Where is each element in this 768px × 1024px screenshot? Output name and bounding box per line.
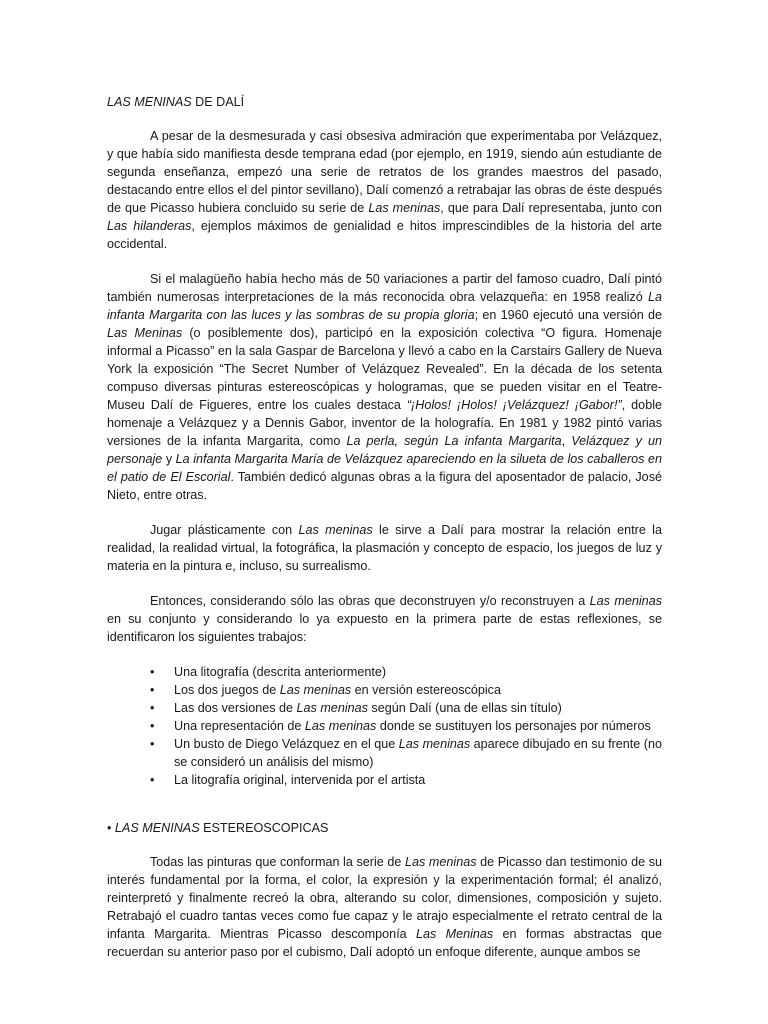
italic-text: La perla, según La infanta Margarita <box>346 434 562 448</box>
italic-text: Las meninas <box>398 737 471 751</box>
works-list <box>107 663 662 789</box>
text-run: Jugar plásticamente con <box>150 523 299 537</box>
italic-text: Las meninas <box>589 594 662 608</box>
text-run: . También dedicó algunas obras a la figura del aposentador de palacio, José Nieto, entre otras. <box>107 470 662 502</box>
document-page <box>107 93 662 961</box>
title-italic: LAS MENINAS <box>107 95 192 109</box>
text-run: , ejemplos máximos de genialidad e hitos imprescindibles de la historia del arte occidental. <box>107 219 662 251</box>
list-item <box>150 699 662 717</box>
text-run: Una litografía (descrita anteriormente) <box>174 665 387 679</box>
body-paragraphs <box>107 127 662 646</box>
text-run: , que para Dalí representaba, junto con <box>440 201 663 215</box>
text-run: en su conjunto y considerando lo ya expuesto en la primera parte de estas reflexiones, se identificaron los siguientes trabajos: <box>107 612 662 644</box>
text-run: (o posiblemente dos), participó en la exposición colectiva “O figura. Homenaje informal a Picasso” en la sala Gaspar de Barcelona y llevó a cabo en la Carstairs Gallery de Nueva York la exposición “The Secret Number of Velázquez Revealed”. En la década de los setenta compuso diversas pinturas estereoscópicas y hologramas, que se pueden visitar en el Teatre-Museu Dalí de Figueres, entre los cuales destaca <box>107 326 663 412</box>
text-run: aparece dibujado en su frente (no se consideró un análisis del mismo) <box>174 737 663 769</box>
text-run: , doble homenaje a Velázquez y a Dennis Gabor, inventor de la holografía. En 1981 y 1982 pintó varias versiones de la infanta Margarita, como <box>107 398 662 448</box>
list-item <box>150 771 662 789</box>
paragraph <box>107 592 662 646</box>
italic-text: Las meninas <box>368 201 441 215</box>
text-run: en formas abstractas que recuerdan su anterior paso por el cubismo, Dalí adoptó un enfoque diferente, aunque ambos se <box>107 927 663 959</box>
text-run: La litografía original, intervenida por el artista <box>174 773 426 787</box>
text-run: Los dos juegos de <box>174 683 280 697</box>
italic-text: Las Meninas <box>416 927 494 941</box>
text-run: Todas las pinturas que conforman la serie de <box>150 855 405 869</box>
text-run: Un busto de Diego Velázquez en el que <box>174 737 399 751</box>
list-item <box>150 681 662 699</box>
bullet-icon: • <box>150 701 155 715</box>
section-bullet: • <box>107 821 115 835</box>
bullet-icon: • <box>150 719 155 733</box>
list-item <box>150 663 662 681</box>
text-run: en versión estereoscópica <box>351 683 501 697</box>
italic-text: Las meninas <box>298 523 373 537</box>
document-title <box>107 93 662 111</box>
italic-text: “¡Holos! ¡Holos! ¡Velázquez! ¡Gabor!” <box>406 398 622 412</box>
list-item <box>150 735 662 771</box>
bullet-icon: • <box>150 683 155 697</box>
text-run: , <box>561 434 572 448</box>
text-run: Si el malagüeño había hecho más de 50 variaciones a partir del famoso cuadro, Dalí pintó también numerosas interpretaciones de la más reconocida obra velazqueña: en 1958 realizó <box>107 272 662 304</box>
list-item <box>150 717 662 735</box>
section-heading <box>107 819 662 837</box>
bullet-icon: • <box>150 665 155 679</box>
final-paragraph <box>107 853 662 961</box>
paragraph <box>107 270 662 504</box>
text-run: ; en 1960 ejecutó una versión de <box>474 308 662 322</box>
italic-text: Las hilanderas <box>107 219 192 233</box>
section-italic: LAS MENINAS <box>114 821 200 835</box>
text-run: Las dos versiones de <box>174 701 297 715</box>
text-run: y <box>162 452 176 466</box>
italic-text: Las meninas <box>296 701 368 715</box>
italic-text: Las meninas <box>405 855 477 869</box>
bullet-icon: • <box>150 773 155 787</box>
text-run: según Dalí (una de ellas sin título) <box>367 701 562 715</box>
italic-text: Las Meninas <box>107 326 183 340</box>
bullet-icon: • <box>150 737 155 751</box>
text-run: A pesar de la desmesurada y casi obsesiva admiración que experimentaba por Velázquez, y que había sido manifiesta desde temprana edad (por ejemplo, en 1919, siendo aún estudiante de segunda enseñanza, empezó una serie de retratos de los grandes maestros del pasado, destacando entre ellos el del pintor sevillano), Dalí comenzó a retrabajar las obras de éste después de que Picasso hubiera concluido su serie de <box>107 129 662 215</box>
text-run: donde se sustituyen los personajes por números <box>376 719 651 733</box>
italic-text: Velázquez y un personaje <box>107 434 662 466</box>
section-rest: ESTEREOSCOPICAS <box>199 821 329 835</box>
italic-text: Las meninas <box>279 683 352 697</box>
text-run: de Picasso dan testimonio de su interés fundamental por la forma, el color, la expresión y la experimentación formal; él analizó, reinterpretó y finalmente recreó la obra, alterando su color, dimensiones, composición y sujeto. Retrabajó el cuadro tantas veces como fue capaz y le atrajo especialmente el retrato central de la infanta Margarita. Mientras Picasso descomponía <box>107 855 662 941</box>
text-run: Una representación de <box>174 719 305 733</box>
italic-text: La infanta Margarita con las luces y las sombras de su propia gloria <box>107 290 662 322</box>
paragraph <box>107 127 662 253</box>
paragraph <box>107 521 662 575</box>
italic-text: La infanta Margarita María de Velázquez apareciendo en la silueta de los caballeros en el patio de El Escorial <box>107 452 662 484</box>
text-run: le sirve a Dalí para mostrar la relación entre la realidad, la realidad virtual, la fotográfica, la plasmación y concepto de espacio, los juegos de luz y materia en la pintura e, incluso, su surrealismo. <box>107 523 662 573</box>
title-rest: DE DALÍ <box>191 95 245 109</box>
italic-text: Las meninas <box>304 719 377 733</box>
text-run: Entonces, considerando sólo las obras que deconstruyen y/o reconstruyen a <box>150 594 590 608</box>
